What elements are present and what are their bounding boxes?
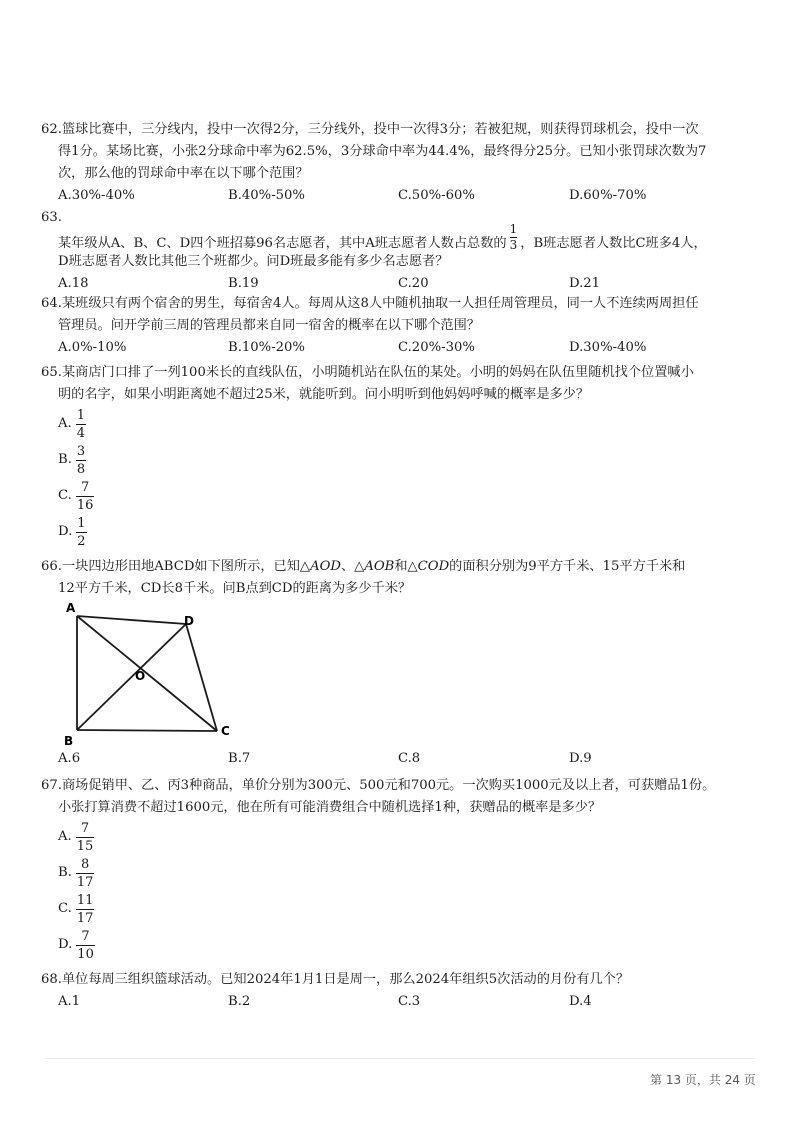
option-a[interactable] <box>58 819 761 855</box>
option-c[interactable]: C.20 <box>398 276 429 291</box>
fraction-bar <box>76 945 95 946</box>
question-62-line-2: 得1分。某场比赛，小张2分球命中率为62.5%，3分球命中率为44.4%，最终得分25分。已知小张罚球次数为7 <box>58 144 707 159</box>
option-c[interactable]: C.8 <box>398 751 421 766</box>
option-label: D. <box>58 524 73 539</box>
option-label: C. <box>58 488 72 503</box>
question-65-line-1: 65.某商店门口排了一列100米长的直线队伍，小明随机站在队伍的某处。小明的妈妈在队伍里随机找个位置喊小 <box>41 365 694 380</box>
option-c[interactable] <box>58 891 761 927</box>
footer-divider <box>44 1058 756 1059</box>
fraction-numerator: 3 <box>76 443 86 459</box>
option-c[interactable]: C.20%-30% <box>398 340 475 355</box>
option-c[interactable]: C.3 <box>398 994 421 1009</box>
vertex-label-a: A <box>66 601 76 615</box>
option-fraction <box>76 480 95 513</box>
question-68-line-1: 68.单位每周三组织篮球活动。已知2024年1月1日是周一，那么2024年组织5次活动的月份有几个？ <box>41 972 630 987</box>
option-a[interactable]: A.6 <box>58 751 81 766</box>
option-b[interactable]: B.19 <box>228 276 259 291</box>
question-62 <box>41 119 761 207</box>
option-d[interactable]: D.30%-40% <box>569 340 647 355</box>
question-62-line-1: 62.篮球比赛中，三分线内，投中一次得2分，三分线外，投中一次得3分；若被犯规，则获得罚球机会，投中一次 <box>41 122 699 137</box>
question-68-options <box>41 991 761 1013</box>
option-c[interactable] <box>58 478 761 514</box>
option-fraction <box>76 929 95 962</box>
vertex-label-c: C <box>221 724 230 738</box>
option-a[interactable] <box>58 406 761 442</box>
fraction-numerator: 11 <box>76 892 94 908</box>
vertex-label-b: B <box>64 734 74 748</box>
fraction-numerator: 8 <box>81 856 90 872</box>
option-d[interactable]: D.4 <box>569 994 592 1009</box>
question-63-text-a: 某年级从A、B、C、D四个班招募96名志愿者，其中A班志愿者人数占总数的 <box>58 236 507 251</box>
fraction-numerator: 7 <box>80 820 90 836</box>
question-64-options <box>41 337 761 359</box>
option-a[interactable]: A.18 <box>58 276 89 291</box>
edge-ad <box>77 616 186 624</box>
option-fraction <box>76 821 95 854</box>
question-64-line-1: 64.某班级只有两个宿舍的男生，每宿舍4人。每周从这8人中随机抽取一人担任周管理员，同一人不连续两周担任 <box>41 296 699 311</box>
fraction-numerator: 7 <box>80 479 90 495</box>
triangle-cod: △COD <box>407 559 450 574</box>
fraction-bar <box>76 496 95 497</box>
separator: 、 <box>340 559 355 574</box>
option-d[interactable]: D.21 <box>569 276 601 291</box>
fraction-denominator: 2 <box>77 533 86 549</box>
fraction-denominator: 8 <box>76 461 86 477</box>
question-66 <box>41 556 761 600</box>
edge-cb <box>77 730 217 731</box>
fraction-bar <box>76 873 95 874</box>
fraction-denominator: 3 <box>509 238 518 252</box>
question-62-options <box>41 185 761 207</box>
question-65 <box>41 362 761 550</box>
question-67-line-2: 小张打算消费不超过1600元，他在所有可能消费组合中随机选择1种，获赠品的概率是多少？ <box>58 800 602 815</box>
question-63 <box>41 207 761 295</box>
question-63-line-1 <box>41 222 761 252</box>
option-a[interactable]: A.0%-10% <box>58 340 127 355</box>
triangle-aod: △AOD <box>299 559 341 574</box>
question-62-line-3: 次，那么他的罚球命中率在以下哪个范围？ <box>58 166 309 181</box>
option-b[interactable]: B.2 <box>228 994 251 1009</box>
fraction-denominator: 17 <box>76 910 94 926</box>
option-a[interactable]: A.1 <box>58 994 81 1009</box>
option-b[interactable] <box>58 855 761 891</box>
fraction-bar <box>76 837 95 838</box>
question-66-line-1 <box>41 556 761 578</box>
fraction-denominator: 17 <box>76 874 94 890</box>
vertex-label-o: O <box>135 669 146 683</box>
option-label: B. <box>58 865 72 880</box>
question-66-text-b: 的面积分别为9平方千米、15平方千米和 <box>449 559 686 574</box>
question-63-number: 63. <box>41 210 62 225</box>
fraction-one-third <box>510 223 518 252</box>
diagonal-bd <box>77 624 186 730</box>
question-66-options <box>41 748 761 770</box>
edge-dc <box>186 624 217 731</box>
option-b[interactable]: B.40%-50% <box>228 188 305 203</box>
option-fraction <box>76 893 95 926</box>
question-65-line-2: 明的名字，如果小明距离她不超过25米，就能听到。问小明听到他妈妈呼喊的概率是多少？ <box>58 387 590 402</box>
question-67-line-1: 67.商场促销甲、乙、丙3种商品，单价分别为300元、500元和700元。一次购买1000元及以上者，可获赠品1份。 <box>41 778 716 793</box>
option-c[interactable]: C.50%-60% <box>398 188 475 203</box>
option-fraction <box>76 444 86 477</box>
option-label: A. <box>58 416 72 431</box>
question-63-text-b: ，B班志愿者人数比C班多4人， <box>520 236 707 251</box>
fraction-denominator: 10 <box>77 946 94 962</box>
option-fraction <box>76 408 86 441</box>
fraction-numerator: 1 <box>76 407 85 423</box>
option-d[interactable]: D.60%-70% <box>569 188 647 203</box>
question-63-options <box>41 273 761 295</box>
fraction-bar <box>76 424 86 425</box>
question-63-line-2: D班志愿者人数比其他三个班都少。问D班最多能有多少名志愿者？ <box>58 254 449 269</box>
question-67 <box>41 775 761 963</box>
option-b[interactable]: B.10%-20% <box>228 340 305 355</box>
question-64-line-2: 管理员。问开学前三周的管理员都来自同一宿舍的概率在以下哪个范围？ <box>58 318 480 333</box>
vertex-label-d: D <box>184 614 194 628</box>
triangle-aob: △AOB <box>354 559 395 574</box>
option-d[interactable]: D.9 <box>569 751 592 766</box>
option-a[interactable]: A.30%-40% <box>58 188 135 203</box>
diagonal-ac <box>77 616 217 731</box>
fraction-bar <box>76 909 95 910</box>
option-d[interactable] <box>58 514 761 550</box>
option-d[interactable] <box>58 927 761 963</box>
question-64 <box>41 293 761 359</box>
option-label: A. <box>58 829 72 844</box>
fraction-bar <box>76 460 86 461</box>
option-label: B. <box>58 452 72 467</box>
fraction-numerator: 1 <box>509 222 518 236</box>
option-label: C. <box>58 901 72 916</box>
question-66-line-2: 12平方千米，CD长8千米。问B点到CD的距离为多少千米？ <box>58 581 412 596</box>
question-66-text-a: 66.一块四边形田地ABCD如下图所示，已知 <box>41 559 300 574</box>
fraction-denominator: 15 <box>76 838 94 854</box>
question-66-options-block <box>41 748 761 770</box>
option-b[interactable]: B.7 <box>228 751 251 766</box>
fraction-denominator: 4 <box>76 425 85 441</box>
option-fraction <box>76 516 86 549</box>
separator: 和 <box>394 559 408 574</box>
page-number: 第 13 页，共 24 页 <box>650 1073 756 1087</box>
fraction-denominator: 16 <box>76 497 94 513</box>
option-label: D. <box>58 937 73 952</box>
fraction-bar <box>76 532 86 533</box>
quadrilateral-abcd-figure <box>60 600 240 748</box>
fraction-numerator: 1 <box>77 515 86 531</box>
option-b[interactable] <box>58 442 761 478</box>
option-fraction <box>76 857 95 890</box>
question-68 <box>41 969 761 1013</box>
fraction-numerator: 7 <box>81 928 90 944</box>
